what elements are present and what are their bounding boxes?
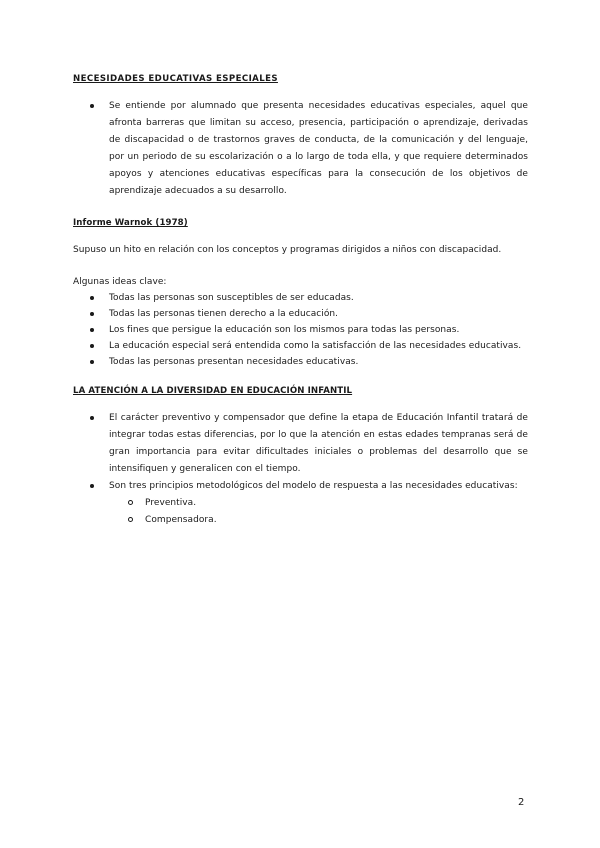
list-item: El carácter preventivo y compensador que define la etapa de Educación Infantil tratará de integrar todas estas diferencias, por lo que la atención en estas edades tempranas será de gran importancia para evitar dificultades iniciales o problemas del desarrollo que se intensifiquen y generalicen con el tiempo.: [73, 410, 528, 478]
section-heading-warnock: Informe Warnok (1978): [73, 218, 188, 228]
list-item: Todas las personas son susceptibles de ser educadas.: [73, 290, 528, 306]
section-heading-diversity: LA ATENCIÓN A LA DIVERSIDAD EN EDUCACIÓN INFANTIL: [73, 386, 353, 396]
principles-sublist: [73, 495, 528, 529]
list-item: Compensadora.: [73, 512, 528, 529]
nee-definition-list: [73, 98, 528, 200]
list-item: Los fines que persigue la educación son los mismos para todas las personas.: [73, 322, 528, 338]
document-page: [73, 74, 528, 529]
key-ideas-label: Algunas ideas clave:: [73, 277, 167, 287]
list-item: La educación especial será entendida como la satisfacción de las necesidades educativas.: [73, 338, 528, 354]
list-item: Todas las personas tienen derecho a la educación.: [73, 306, 528, 322]
list-item: Son tres principios metodológicos del modelo de respuesta a las necesidades educativas:: [73, 478, 528, 495]
warnock-paragraph: Supuso un hito en relación con los conceptos y programas dirigidos a niños con discapacidad.: [73, 245, 502, 255]
list-item: Todas las personas presentan necesidades educativas.: [73, 354, 528, 370]
diversity-list: [73, 410, 528, 495]
list-item: Preventiva.: [73, 495, 528, 512]
list-item: Se entiende por alumnado que presenta necesidades educativas especiales, aquel que afronta barreras que limitan su acceso, presencia, participación o aprendizaje, derivadas de discapacidad o de trastornos graves de conducta, de la comunicación y del lenguaje, por un periodo de su escolarización o a lo largo de toda ella, y que requiere determinados apoyos y atenciones educativas específicas para la consecución de los objetivos de aprendizaje adecuados a su desarrollo.: [73, 98, 528, 200]
key-ideas-list: [73, 290, 528, 370]
section-heading-nee: NECESIDADES EDUCATIVAS ESPECIALES: [73, 74, 278, 84]
page-number: 2: [518, 797, 525, 808]
